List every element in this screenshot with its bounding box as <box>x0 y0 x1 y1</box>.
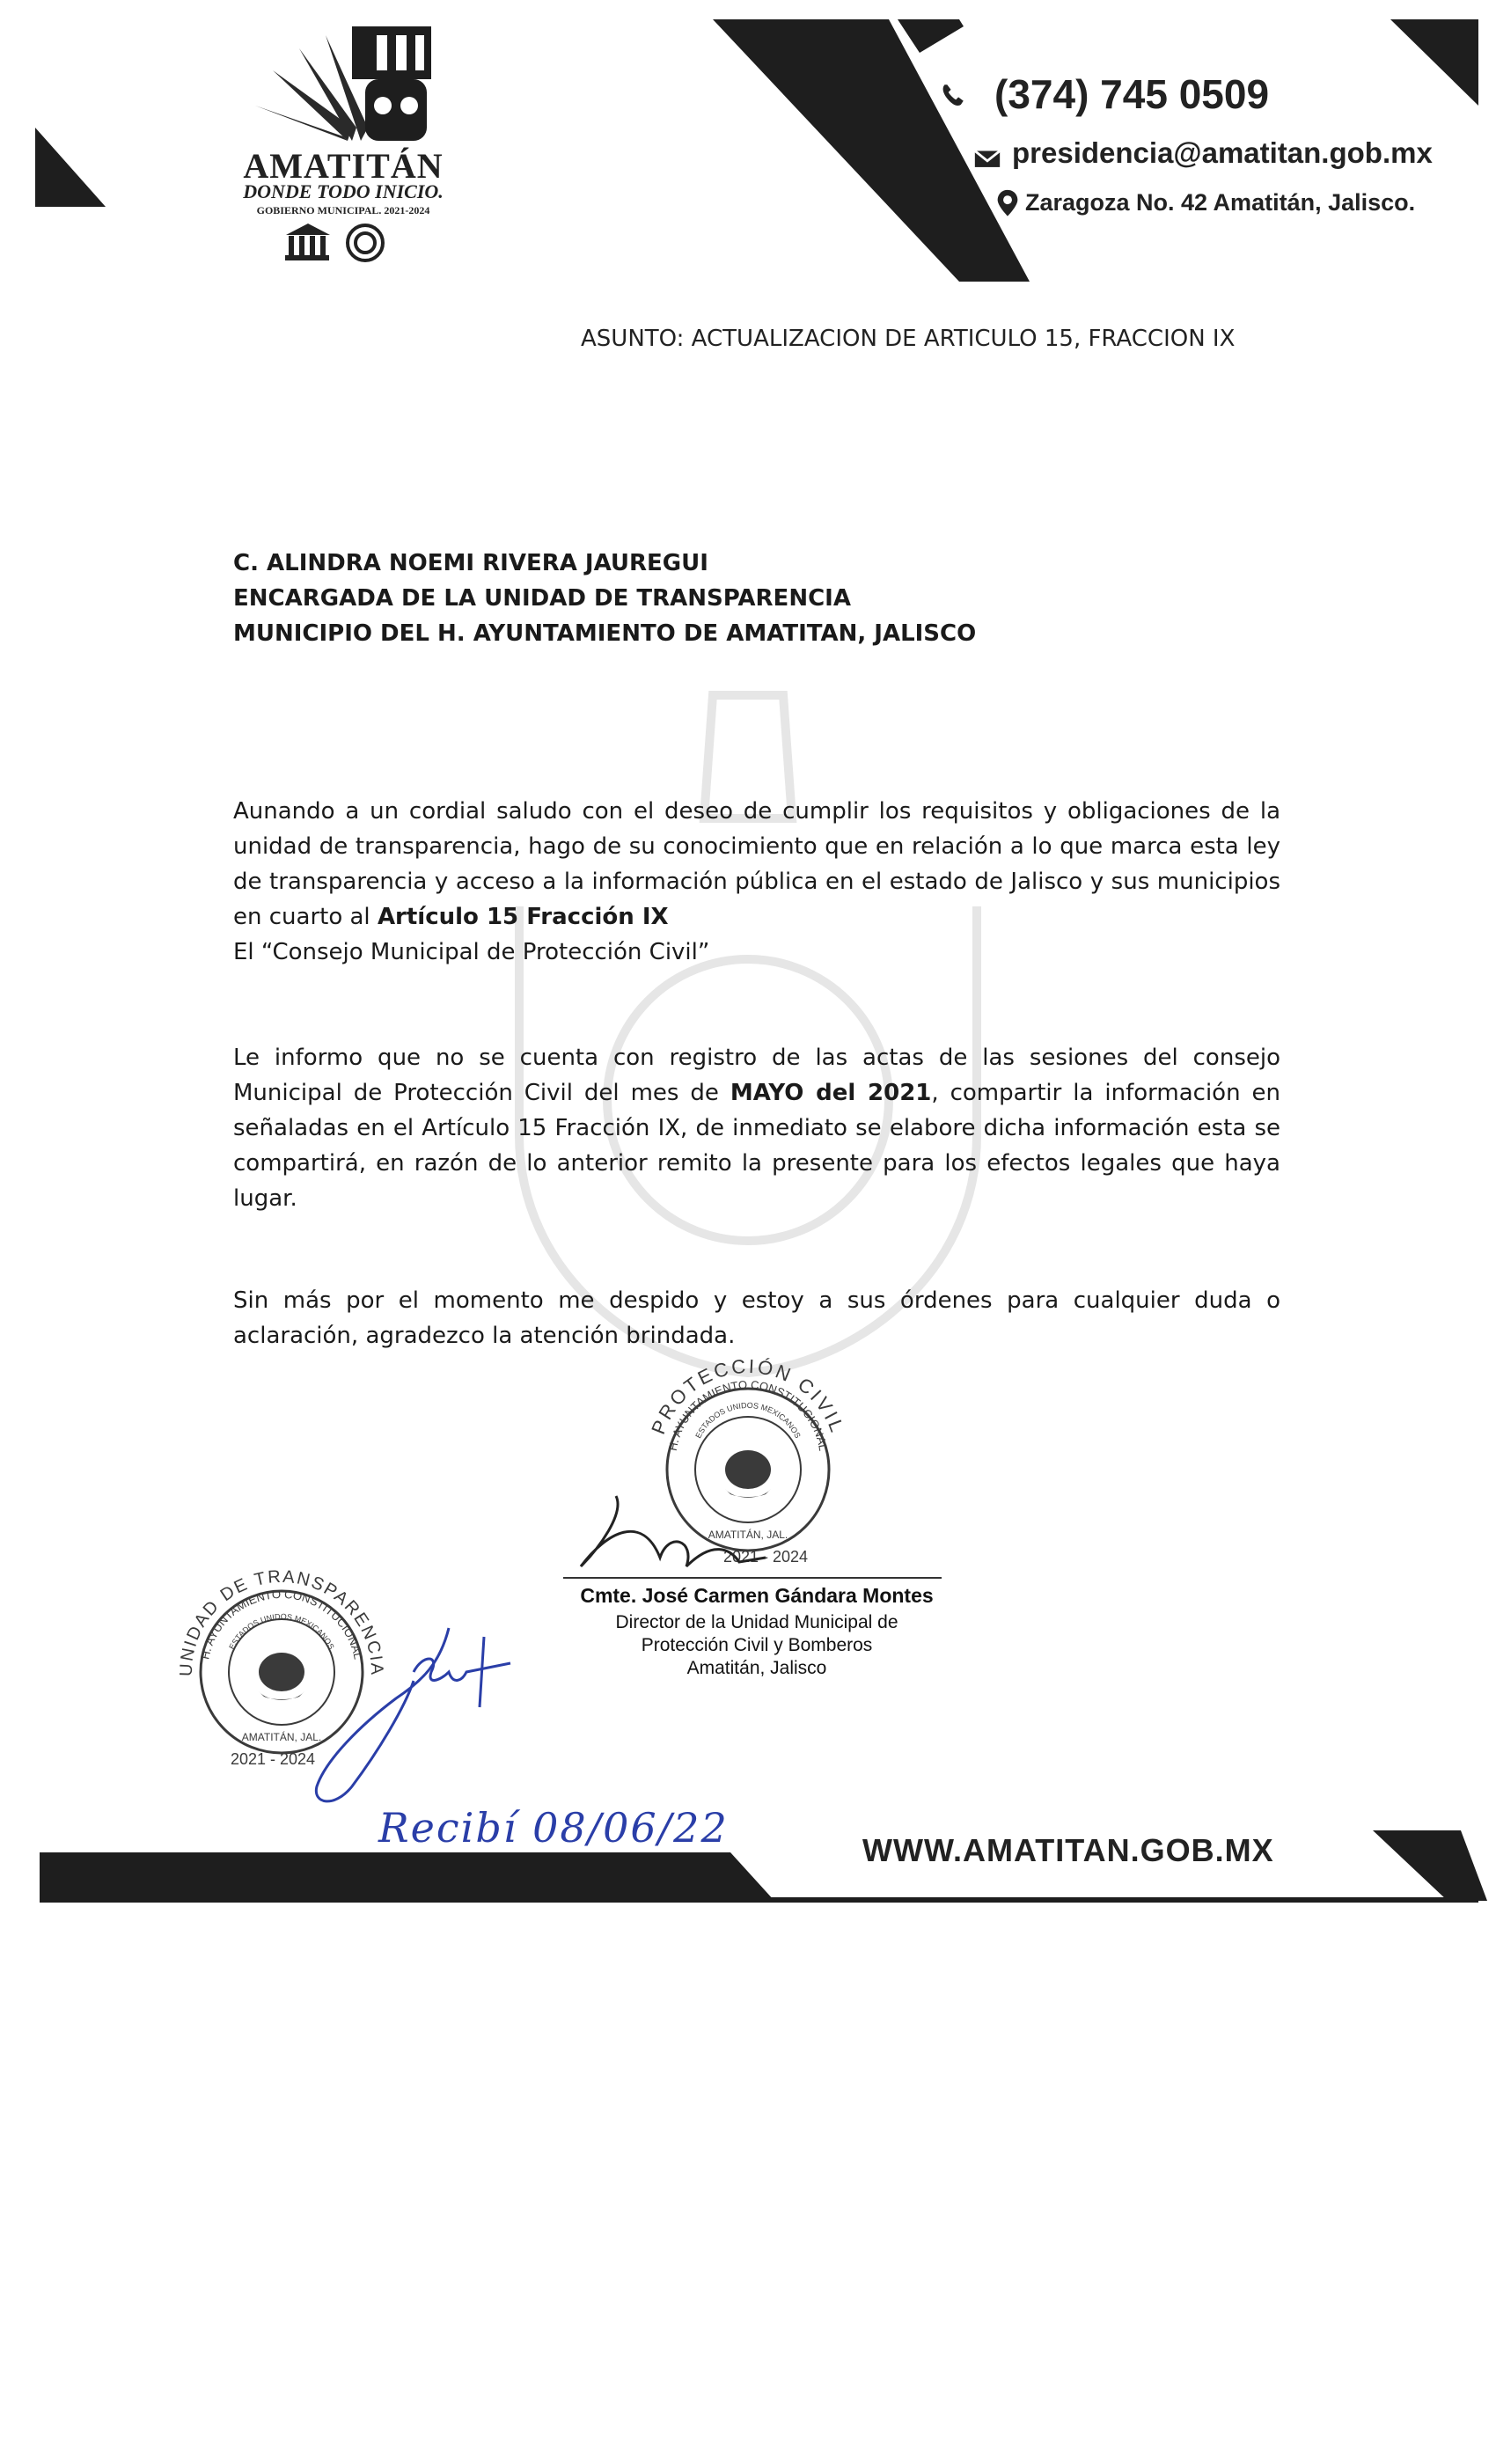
mail-icon <box>972 143 1002 173</box>
signer-name: Cmte. José Carmen Gándara Montes <box>580 1584 934 1607</box>
location-pin-icon <box>993 187 1023 217</box>
signature-line <box>563 1577 942 1579</box>
paragraph-1-text: Aunando a un cordial saludo con el deseo de cumplir los requisitos y obligaciones de la unidad de transparencia, hago de su conocimiento que en relación a lo que marca esta ley de transparencia y acceso a la información pública en el estado de Jalisco y sus municipios en cuarto al <box>233 798 1280 930</box>
stamp-pc-ring: H. AYUNTAMIENTO CONSTITUCIONAL <box>665 1377 831 1452</box>
signer-role-line1: Director de la Unidad Municipal de <box>615 1612 898 1632</box>
logo-badges <box>282 222 405 266</box>
paragraph-1-bold: Artículo 15 Fracción IX <box>377 904 669 930</box>
stamp-tr-top: UNIDAD DE TRANSPARENCIA <box>176 1566 387 1677</box>
stamp-tr-inner: ESTADOS UNIDOS MEXICANOS <box>227 1611 336 1651</box>
logo-slogan: DONDE TODO INICIO. <box>243 180 444 202</box>
signer-role-line2: Protección Civil y Bomberos <box>641 1635 873 1655</box>
paragraph-2-text-after: , compartir la información en señaladas en el Artículo 15 Fracción IX, de inmediato se elabore dicha información esta se compartirá, en razón de lo anterior remito la presente para los efectos legales que haya lugar. <box>233 1080 1280 1212</box>
receipt-signature <box>299 1610 563 1830</box>
logo-government: GOBIERNO MUNICIPAL. 2021-2024 <box>256 204 430 216</box>
paragraph-1 <box>233 794 1280 970</box>
paragraph-3: Sin más por el momento me despido y estoy a sus órdenes para cualquier duda o aclaración, agradezco la atención brindada. <box>233 1287 1280 1349</box>
paragraph-2-text-before: Le informo que no se cuenta con registro de las actas de las sesiones del consejo Municipal de Protección Civil del mes de <box>233 1045 1280 1106</box>
phone-icon <box>937 81 967 111</box>
heritage-seal-icon <box>348 225 383 260</box>
stamp-tr-place: AMATITÁN, JAL. <box>241 1731 322 1743</box>
footer-bottom-line <box>40 1897 1478 1903</box>
right-corner-triangle <box>1390 19 1478 106</box>
recipient-name: C. ALINDRA NOEMI RIVERA JAUREGUI <box>233 550 708 576</box>
paragraph-1-line2: El “Consejo Municipal de Protección Civil” <box>233 939 710 965</box>
stamp-tr-years: 2021 - 2024 <box>230 1750 316 1768</box>
stamp-pc-place: AMATITÁN, JAL. <box>708 1529 788 1541</box>
logo-title: AMATITÁN <box>243 146 444 186</box>
stamp-pc-inner: ESTADOS UNIDOS MEXICANOS <box>693 1400 803 1440</box>
left-triangle <box>35 128 106 207</box>
paragraph-2-bold: MAYO del 2021 <box>730 1080 932 1106</box>
footer-website: WWW.AMATITAN.GOB.MX <box>862 1832 1274 1868</box>
recipient-organization: MUNICIPIO DEL H. AYUNTAMIENTO DE AMATITAN, JALISCO <box>233 620 977 647</box>
email-address: presidencia@amatitan.gob.mx <box>1012 136 1433 169</box>
stamp-pc-top: PROTECCIÓN CIVIL <box>647 1354 849 1438</box>
document-subject: ASUNTO: ACTUALIZACION DE ARTICULO 15, FRACCION IX <box>581 326 1236 352</box>
header-diagonal-band-2 <box>898 19 964 53</box>
footer-dark-band <box>40 1852 774 1901</box>
stamp-pc-years: 2021 - 2024 <box>722 1548 809 1566</box>
phone-number: (374) 745 0509 <box>994 71 1270 117</box>
signer-location: Amatitán, Jalisco <box>686 1658 827 1678</box>
street-address: Zaragoza No. 42 Amatitán, Jalisco. <box>1025 189 1416 216</box>
mexican-eagle-emblem <box>259 1653 304 1700</box>
stamp-tr-ring: H. AYUNTAMIENTO CONSTITUCIONAL <box>198 1587 365 1661</box>
director-signature <box>563 1478 792 1593</box>
footer-right-triangle <box>1373 1830 1487 1901</box>
unesco-temple-icon <box>285 224 330 260</box>
paragraph-2 <box>233 1040 1280 1216</box>
handwritten-receipt: Recibí 08/06/22 <box>378 1804 729 1852</box>
recipient-position: ENCARGADA DE LA UNIDAD DE TRANSPARENCIA <box>233 585 851 612</box>
watermark-seal <box>502 678 994 1382</box>
